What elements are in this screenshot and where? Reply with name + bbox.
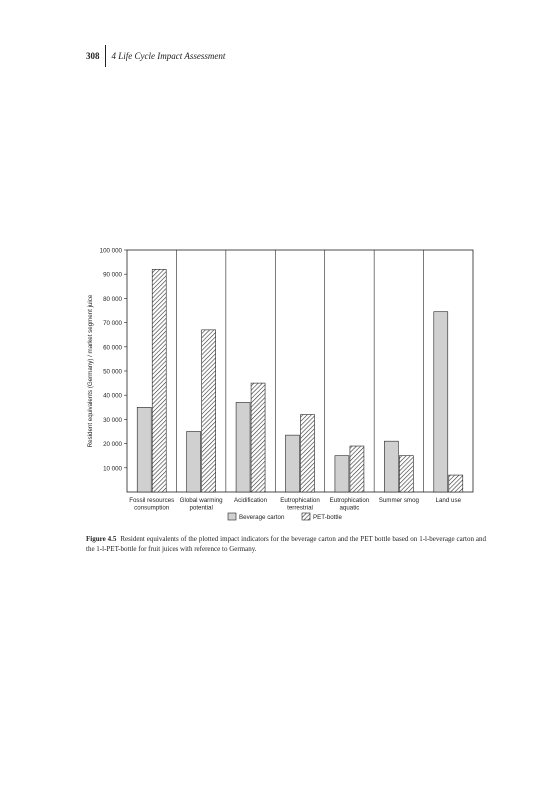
- bar-beverage-carton: [137, 407, 151, 492]
- y-tick-label: 100 000: [99, 247, 122, 255]
- bar-pet-bottle: [202, 330, 216, 492]
- y-tick-label: 20 000: [103, 441, 122, 449]
- x-category-label-line: consumption: [134, 504, 170, 512]
- figure-label: Figure 4.5: [86, 535, 117, 543]
- y-tick-label: 40 000: [103, 392, 122, 400]
- header-divider: [105, 45, 106, 67]
- x-category-label-line: Eutrophication: [329, 497, 370, 504]
- x-category-label-line: Fossil resources: [129, 497, 175, 504]
- x-category-label: [234, 497, 268, 504]
- legend-swatch-pet-bottle: [302, 513, 310, 520]
- bar-pet-bottle: [449, 475, 463, 492]
- bar-beverage-carton: [384, 441, 398, 492]
- bar-pet-bottle: [350, 446, 364, 492]
- figure-caption-text: Resident equivalents of the plotted impact indicators for the beverage carton and the PET bottle based on 1-l-beverage carton and the 1-l-PET-bottle for fruit juices with reference to Germany.: [86, 535, 486, 553]
- legend-label-pet-bottle: PET-bottle: [313, 514, 342, 521]
- x-category-label-line: potential: [189, 504, 213, 512]
- page-number: 308: [86, 51, 100, 61]
- bar-pet-bottle: [301, 415, 315, 492]
- y-axis-label: Resident equivalents (Germany) / market segment juice: [87, 294, 94, 448]
- bar-pet-bottle: [399, 456, 413, 492]
- y-tick-label: 50 000: [103, 368, 122, 376]
- x-category-label-line: aquatic: [339, 504, 360, 512]
- x-category-label: [436, 497, 462, 504]
- x-category-label-line: terrestrial: [287, 504, 313, 512]
- y-tick-label: 30 000: [103, 416, 122, 424]
- x-category-label: [379, 497, 420, 504]
- plot-frame: [127, 250, 473, 492]
- legend-swatch-beverage-carton: [228, 513, 236, 520]
- x-category-label-line: Summer smog: [378, 497, 419, 504]
- y-tick-label: 60 000: [103, 344, 122, 352]
- bar-pet-bottle: [152, 269, 166, 492]
- bar-beverage-carton: [236, 402, 250, 492]
- bar-beverage-carton: [335, 456, 349, 492]
- y-tick-label: 70 000: [103, 320, 122, 328]
- x-category-label: [129, 497, 174, 512]
- x-category-label: [330, 497, 370, 512]
- running-head: 4 Life Cycle Impact Assessment: [111, 51, 226, 61]
- y-tick-label: 10 000: [103, 465, 122, 473]
- bar-beverage-carton: [286, 435, 300, 492]
- bar-beverage-carton: [187, 432, 201, 493]
- bar-chart: [70, 240, 490, 540]
- x-category-label: [280, 497, 320, 512]
- y-tick-label: 90 000: [103, 271, 122, 279]
- y-tick-label: 80 000: [103, 295, 122, 303]
- x-category-label-line: Global warming: [179, 497, 223, 504]
- x-category-label: [180, 497, 224, 512]
- x-category-label-line: Eutrophication: [280, 497, 320, 504]
- figure-caption: [86, 534, 486, 554]
- page-header: [86, 44, 225, 68]
- bar-beverage-carton: [434, 312, 448, 492]
- x-category-label-line: Land use: [435, 497, 462, 504]
- legend-label-beverage-carton: Beverage carton: [239, 514, 285, 521]
- x-category-label-line: Acidification: [234, 497, 268, 504]
- bar-pet-bottle: [251, 383, 265, 492]
